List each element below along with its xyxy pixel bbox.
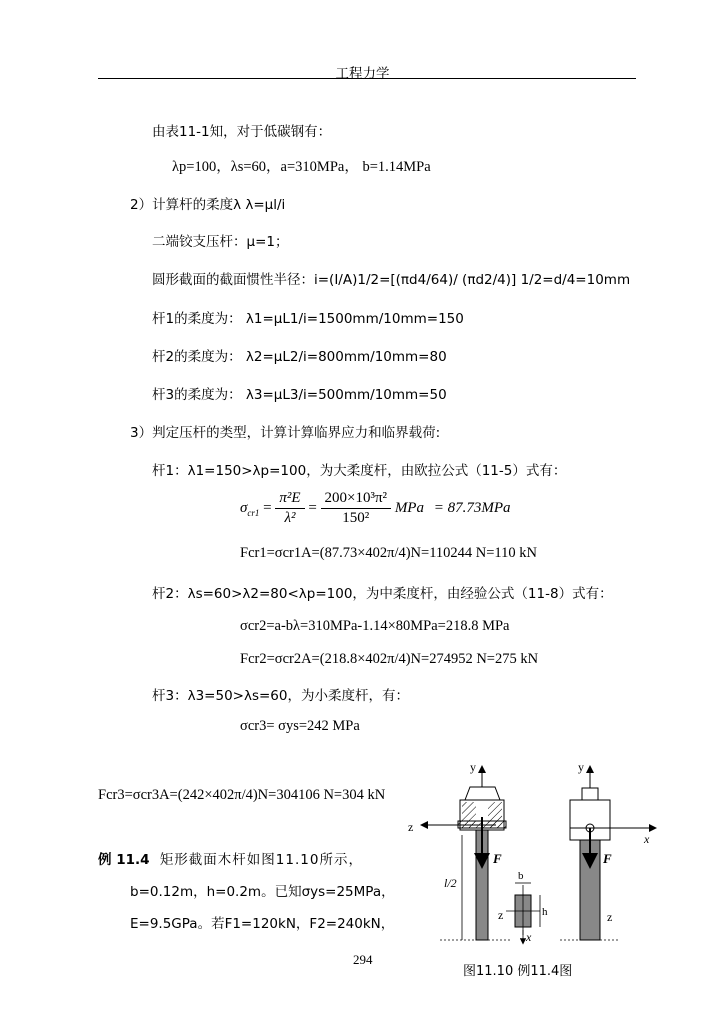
eq-lhs-sub: cr1 xyxy=(247,507,260,518)
y-label-right: y xyxy=(578,760,584,774)
cap-shape xyxy=(465,787,500,800)
eq-frac1-num: π²E xyxy=(275,490,304,509)
left-view xyxy=(408,760,510,940)
example-text-1: 矩形截面木杆如图11.10所示， xyxy=(159,852,363,868)
text-line-17: Fcr3=σcr3A=(242×402π/4)N=304106 N=304 kN xyxy=(98,787,386,803)
equation-sigma-cr1: $\sigma_{cr1}$ = $\frac{\text{π²E}}{\text{λ²}}$ = $\frac{\text{200×10³π²}}{\text{150²}}$ MPa = 87.73MPa xyxy=(240,490,511,526)
text-line-13: σcr2=a-bλ=310MPa-1.14×80MPa=218.8 MPa xyxy=(240,618,510,634)
text-line-6: 杆1的柔度为： λ1=μL1/i=1500mm/10mm=150 xyxy=(152,311,464,327)
half-length-label: l/2 xyxy=(444,876,457,890)
figure-11-10 xyxy=(400,755,670,955)
text-line-3: 2）计算杆的柔度λ λ=μl/i xyxy=(130,197,286,213)
y-label-left: y xyxy=(470,760,476,774)
right-view xyxy=(560,760,655,940)
F-label-left: F xyxy=(493,851,502,866)
x-label-mid: x xyxy=(526,930,532,944)
text-line-4: 二端铰支压杆：μ=1； xyxy=(152,234,289,250)
text-line-5: 圆形截面的截面惯性半径：i=(I/A)1/2=[(πd4/64)/ (πd2/4)] 1/2=d/4=10mm xyxy=(152,272,631,288)
figure-caption: 图11.10 例11.4图 xyxy=(463,964,573,979)
z-label-right: z xyxy=(607,910,613,924)
eq-frac2-den: 150² xyxy=(342,510,370,526)
text-line-11: Fcr1=σcr1A=(87.73×402π/4)N=110244 N=110 kN xyxy=(240,545,537,561)
eq-fraction-2 xyxy=(321,490,392,527)
h-label: h xyxy=(542,906,548,918)
text-line-15: 杆3：λ3=50>λs=60，为小柔度杆，有： xyxy=(152,688,409,704)
text-line-2: λp=100，λs=60，a=310MPa， b=1.14MPa xyxy=(172,159,431,175)
example-line-3: E=9.5GPa。若F1=120kN，F2=240kN， xyxy=(130,916,395,932)
b-label: b xyxy=(518,870,524,882)
text-line-1: 由表11-1知，对于低碳钢有： xyxy=(152,124,332,140)
z-label-left: z xyxy=(408,820,414,834)
example-line-2: b=0.12m，h=0.2m。已知σys=25MPa， xyxy=(130,884,395,900)
eq-frac1-den: λ² xyxy=(284,510,296,526)
text-line-16: σcr3= σys=242 MPa xyxy=(240,718,360,734)
F-label-right: F xyxy=(603,851,612,866)
text-line-10: 杆1：λ1=150>λp=100，为大柔度杆，由欧拉公式（11-5）式有： xyxy=(152,463,567,479)
eq-lhs-symbol: σ xyxy=(240,499,248,516)
text-line-12: 杆2：λs=60>λ2=80<λp=100，为中柔度杆，由经验公式（11-8）式有： xyxy=(152,586,613,602)
eq-fraction-1 xyxy=(275,490,304,527)
z-label-mid: z xyxy=(498,908,504,922)
eq-result: = 87.73MPa xyxy=(433,499,511,516)
example-line-1 xyxy=(98,848,363,868)
text-line-14: Fcr2=σcr2A=(218.8×402π/4)N=274952 N=275 kN xyxy=(240,651,539,667)
text-line-8: 杆3的柔度为： λ3=μL3/i=500mm/10mm=50 xyxy=(152,387,447,403)
x-label-right: x xyxy=(644,832,650,846)
example-title: 例 11.4 xyxy=(98,852,150,868)
eq-frac2-num: 200×10³π² xyxy=(321,490,392,509)
text-line-7: 杆2的柔度为： λ2=μL2/i=800mm/10mm=80 xyxy=(152,349,447,365)
page-number: 294 xyxy=(353,952,373,967)
page-header-title: 工程力学 xyxy=(335,66,390,82)
eq-unit: MPa xyxy=(394,499,424,516)
cross-section xyxy=(498,870,548,944)
text-line-9: 3）判定压杆的类型，计算计算临界应力和临界载荷: xyxy=(130,425,441,441)
header-rule xyxy=(98,78,636,79)
cap-right xyxy=(582,788,598,800)
